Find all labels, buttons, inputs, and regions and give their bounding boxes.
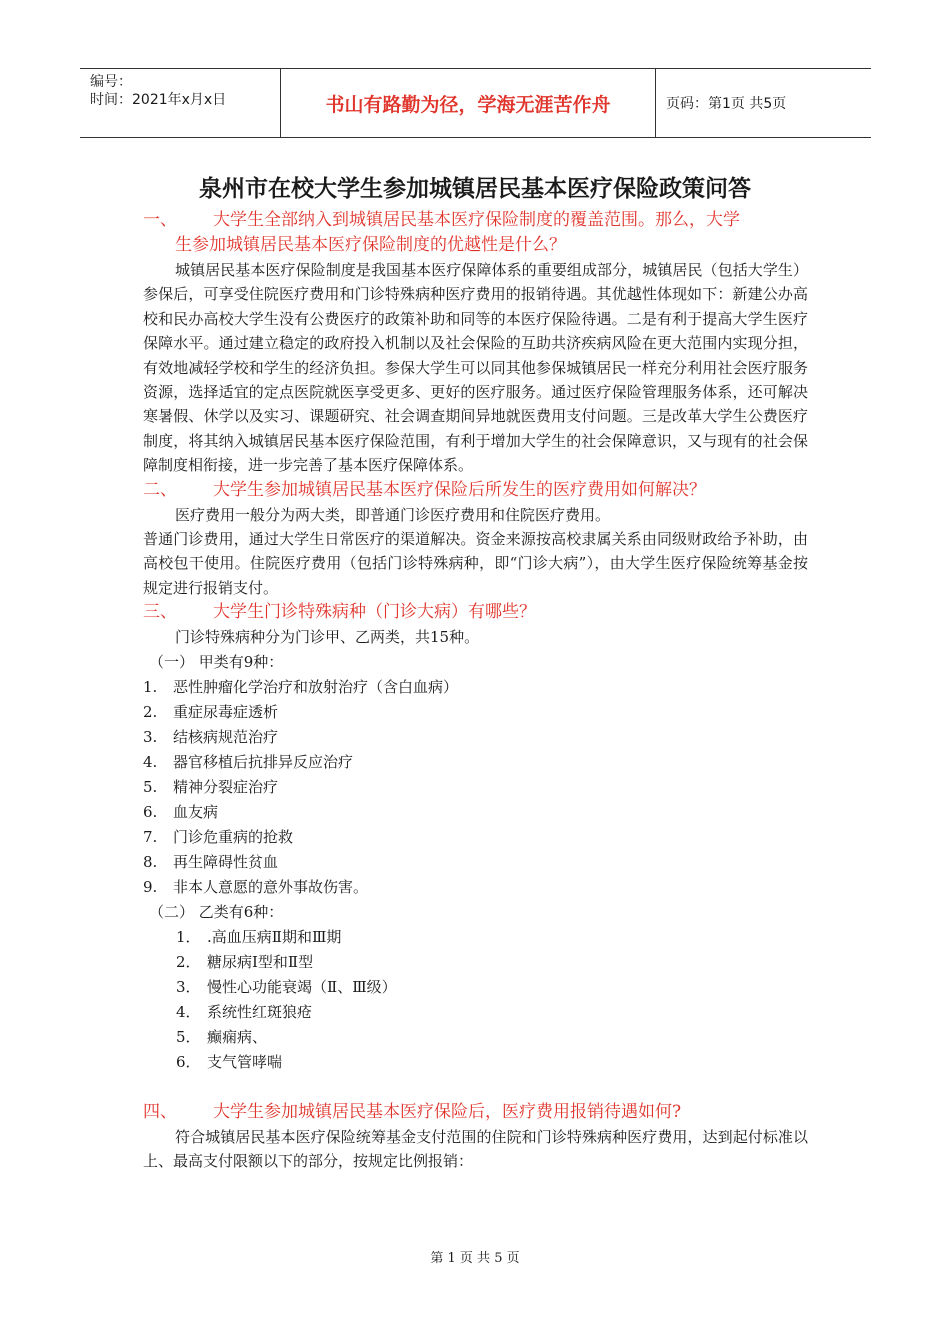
question-4 [143, 1100, 808, 1125]
list-item: 4． 系统性红斑狼疮 [176, 1002, 313, 1021]
question-number: 一、 [143, 210, 177, 230]
list-item: 3． 慢性心功能衰竭（Ⅱ、Ⅲ级） [176, 977, 397, 996]
question-text: 大学生门诊特殊病种（门诊大病）有哪些？ [213, 602, 536, 623]
question-text: 大学生参加城镇居民基本医疗保险后，医疗费用报销待遇如何? [213, 1101, 682, 1122]
header-meta [80, 69, 281, 137]
list-item: 2． 糖尿病Ⅰ型和Ⅱ型 [176, 952, 314, 971]
list-item: 2. 重症尿毒症透析 [143, 702, 279, 721]
question-3 [143, 600, 808, 625]
group-a-heading: （一） 甲类有9种： [149, 652, 284, 671]
list-b [143, 925, 808, 1075]
question-number: 四、 [143, 1101, 177, 1122]
document-body [143, 208, 808, 1174]
question-text: 大学生参加城镇居民基本医疗保险后所发生的医疗费用如何解决？ [213, 479, 706, 500]
question-1-continued [143, 233, 808, 258]
list-item: 8. 再生障碍性贫血 [143, 852, 279, 871]
list-item: 6． 支气管哮喘 [176, 1052, 283, 1071]
question-text: 大学生全部纳入到城镇居民基本医疗保险制度的覆盖范围。那么，大学 [213, 210, 740, 230]
header-motto: 书山有路勤为径，学海无涯苦作舟 [281, 69, 656, 137]
answer-1: 城镇居民基本医疗保险制度是我国基本医疗保障体系的重要组成部分，城镇居民（包括大学生）参保后，可享受住院医疗费用和门诊特殊病种医疗费用的报销待遇。其优越性体现如下：新建公办高校和民办高校大学生没有公费医疗的政策补助和同等的本医疗保险待遇。二是有利于提高大学生医疗保障水平。通过建立稳定的政府投入机制以及社会保险的互助共济疾病风险在更大范围内实现分担，有效地减轻学校和学生的经济负担。参保大学生可以同其他参保城镇居民一样充分利用社会医疗服务资源，选择适宜的定点医院就医享受更多、更好的医疗服务。通过医疗保险管理服务体系，还可解决寒暑假、休学以及实习、课题研究、社会调查期间异地就医费用支付问题。三是改革大学生公费医疗制度，将其纳入城镇居民基本医疗保险范围，有利于增加大学生的社会保障意识，又与现有的社会保障制度相衔接，进一步完善了基本医疗保障体系。 [143, 261, 808, 475]
answer-2-intro: 医疗费用一般分为两大类，即普通门诊医疗费用和住院医疗费用。 [175, 505, 611, 524]
question-2 [143, 478, 808, 503]
list-item: 3. 结核病规范治疗 [143, 727, 279, 746]
list-item: 9. 非本人意愿的意外事故伤害。 [143, 877, 369, 896]
list-item: 5． 癫痫病、 [176, 1027, 268, 1046]
question-number: 三、 [143, 602, 177, 623]
group-b-heading: （二） 乙类有6种： [149, 902, 284, 921]
page-footer: 第 1 页 共 5 页 [430, 1251, 520, 1266]
list-item: 4. 器官移植后抗排异反应治疗 [143, 752, 354, 771]
list-item: 1． .高血压病Ⅱ期和Ⅲ期 [176, 927, 342, 946]
number-label: 编号： [90, 74, 132, 90]
time-label: 时间：2021年x月x日 [90, 92, 227, 108]
header-page-info: 页码：第1页 共5页 [666, 96, 787, 112]
answer-4: 符合城镇居民基本医疗保险统筹基金支付范围的住院和门诊特殊病种医疗费用，达到起付标准以上、最高支付限额以下的部分，按规定比例报销： [143, 1127, 808, 1171]
list-item: 5. 精神分裂症治疗 [143, 777, 279, 796]
question-number: 二、 [143, 479, 177, 500]
document-title: 泉州市在校大学生参加城镇居民基本医疗保险政策问答 [199, 176, 751, 202]
question-text-cont: 生参加城镇居民基本医疗保险制度的优越性是什么？ [175, 235, 566, 255]
list-item: 7. 门诊危重病的抢救 [143, 827, 294, 846]
list-a [143, 675, 808, 900]
list-item: 1. 恶性肿瘤化学治疗和放射治疗（含白血病） [143, 677, 459, 696]
list-item: 6. 血友病 [143, 802, 219, 821]
question-1 [143, 208, 808, 233]
answer-2-body: 普通门诊费用，通过大学生日常医疗的渠道解决。资金来源按高校隶属关系由同级财政给予补助，由高校包干使用。住院医疗费用（包括门诊特殊病种，即“门诊大病”），由大学生医疗保险统筹基金按规定进行报销支付。 [143, 530, 808, 597]
header-table [80, 68, 871, 138]
answer-3-intro: 门诊特殊病种分为门诊甲、乙两类，共15种。 [175, 628, 480, 647]
